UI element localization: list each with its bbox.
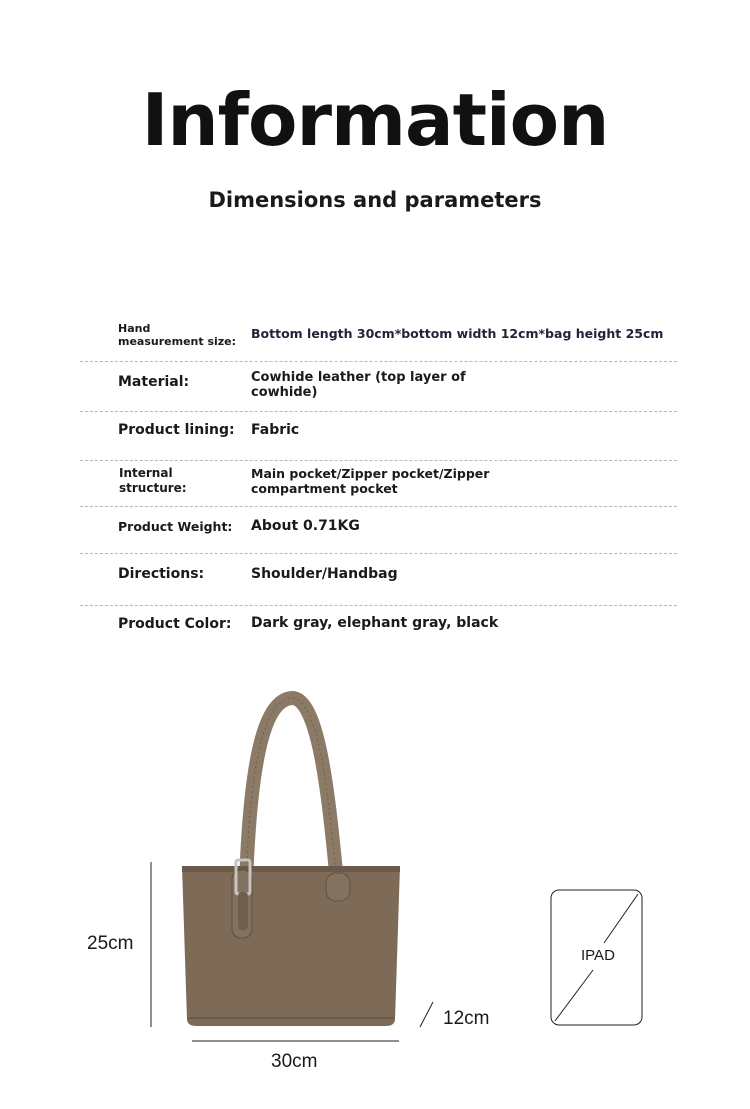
- spec-value: Shoulder/Handbag: [251, 566, 398, 582]
- spec-value: Main pocket/Zipper pocket/Zipper compartment pocket: [251, 466, 490, 496]
- spec-label: Directions:: [118, 566, 205, 582]
- length-label: 30cm: [271, 1051, 318, 1072]
- spec-label: Product Weight:: [118, 519, 233, 534]
- spec-label: Product lining:: [118, 422, 235, 438]
- page-subtitle: Dimensions and parameters: [208, 188, 542, 212]
- spec-value: Cowhide leather (top layer of cowhide): [251, 370, 466, 400]
- width-label: 12cm: [443, 1008, 490, 1029]
- spec-label: Hand measurement size:: [118, 322, 237, 348]
- page-title: Information: [141, 78, 609, 162]
- ipad-label: IPAD: [581, 947, 615, 964]
- spec-value: Fabric: [251, 422, 300, 438]
- spec-label: Internal structure:: [119, 466, 187, 495]
- spec-label: Product Color:: [118, 616, 232, 632]
- spec-value: Dark gray, elephant gray, black: [251, 615, 499, 631]
- spec-value: Bottom length 30cm*bottom width 12cm*bag height 25cm: [251, 326, 664, 341]
- height-label: 25cm: [87, 933, 134, 954]
- spec-value: About 0.71KG: [251, 518, 360, 534]
- spec-label: Material:: [118, 374, 190, 390]
